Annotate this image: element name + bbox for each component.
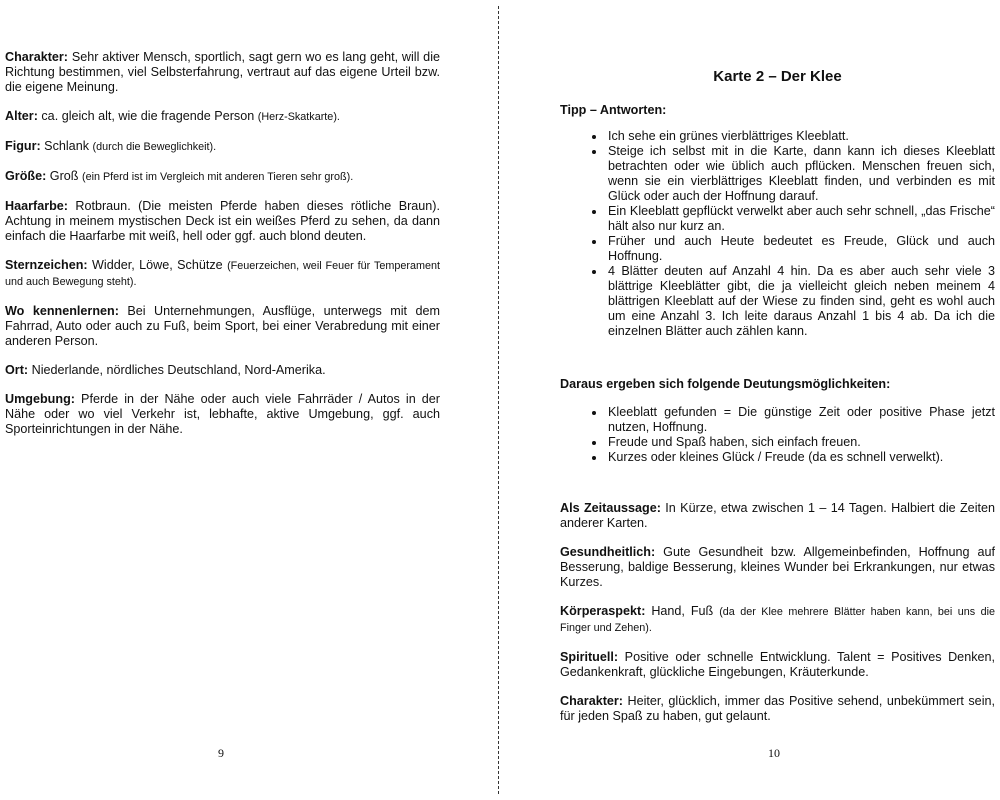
label-alter: Alter: xyxy=(5,109,38,123)
label-gesundheitlich: Gesundheitlich: xyxy=(560,545,656,559)
paragraph-figur xyxy=(5,139,440,155)
note-figur: (durch die Beweglichkeit). xyxy=(92,141,217,153)
text-zeitaussage: In Kürze, etwa zwischen 1 – 14 Tagen. Halbiert die Zeiten anderer Karten. xyxy=(560,501,995,530)
text-groesse: Groß xyxy=(46,169,82,183)
label-charakter-right: Charakter: xyxy=(560,694,623,708)
paragraph-groesse xyxy=(5,169,440,185)
label-wo-kennenlernen: Wo kennenlernen: xyxy=(5,304,119,318)
note-haarfarbe: (Die meisten Pferde haben dieses rötliche Braun). Achtung in meinem mystischen Deck ist ein weißes Pferd zu sehen, da dann einfach die Haarfarbe mit weiß, hell oder ggf. auch blond deuten. xyxy=(5,199,440,243)
list-item: • Freude und Spaß haben, sich einfach freuen. xyxy=(606,435,995,450)
label-ort: Ort: xyxy=(5,363,29,377)
label-sternzeichen: Sternzeichen: xyxy=(5,258,88,272)
label-figur: Figur: xyxy=(5,139,41,153)
page-number-right: 10 xyxy=(768,746,780,760)
page-number-left: 9 xyxy=(218,746,224,760)
right-page xyxy=(502,0,1000,800)
label-haarfarbe: Haarfarbe: xyxy=(5,199,68,213)
list-item: • Ich sehe ein grünes vierblättriges Kleeblatt. xyxy=(606,129,995,144)
deutung-heading: Daraus ergeben sich folgende Deutungsmöglichkeiten: xyxy=(560,377,891,391)
paragraph-sternzeichen xyxy=(5,258,440,290)
page-divider xyxy=(498,6,499,794)
list-item: • 4 Blätter deuten auf Anzahl 4 hin. Da es aber auch sehr viele 3 blättrige Kleeblätter gibt, die ja vielleicht gleich neben meinem 4 blättrigen Kleeblatt auf der Wiese zu finden sind, geht es wohl auch um eine Anzahl 3. Ich leite daraus Anzahl 1 bis 4 ab. Da ich die einzelnen Blätter auch zählen kann. xyxy=(606,264,995,339)
text-spirituell: Positive oder schnelle Entwicklung. Talent = Positives Denken, Gedankenkraft, glückliche Eingebungen, Kräuterkunde. xyxy=(560,650,995,679)
left-page xyxy=(0,0,498,800)
text-ort: Niederlande, nördliches Deutschland, Nord-Amerika. xyxy=(28,363,326,377)
card-title: Karte 2 – Der Klee xyxy=(713,68,842,85)
paragraph-charakter xyxy=(5,50,440,95)
paragraph-spirituell xyxy=(560,650,995,680)
text-koerperaspekt: Hand, Fuß xyxy=(645,604,720,618)
paragraph-gesundheitlich xyxy=(560,545,995,590)
tipp-heading: Tipp – Antworten: xyxy=(560,103,667,117)
note-sternzeichen: (Feuerzeichen, weil Feuer für Temperament und auch Bewegung steht). xyxy=(5,260,440,288)
text-haarfarbe: Rotbraun. xyxy=(68,199,139,213)
text-charakter-right: Heiter, glücklich, immer das Positive sehend, unbekümmert sein, für jeden Spaß zu haben, gut gelaunt. xyxy=(560,694,995,723)
text-figur: Schlank xyxy=(40,139,93,153)
paragraph-alter xyxy=(5,109,440,125)
paragraph-haarfarbe xyxy=(5,199,440,244)
list-item: • Steige ich selbst mit in die Karte, dann kann ich dieses Kleeblatt betrachten oder wie üblich auch pflücken. Menschen freuen sich, wenn sie ein vierblättriges Kleeblatt finden, und verbinden es mit Glück oder auch der Hoffnung darauf. xyxy=(606,144,995,204)
paragraph-umgebung xyxy=(5,392,440,437)
note-groesse: (ein Pferd ist im Vergleich mit anderen Tieren sehr groß). xyxy=(81,171,354,183)
label-spirituell: Spirituell: xyxy=(560,650,619,664)
label-zeitaussage: Als Zeitaussage: xyxy=(560,501,661,515)
paragraph-charakter-right xyxy=(560,694,995,724)
deutung-list xyxy=(560,405,995,465)
label-groesse: Größe: xyxy=(5,169,47,183)
text-alter: ca. gleich alt, wie die fragende Person xyxy=(37,109,258,123)
label-charakter: Charakter: xyxy=(5,50,68,64)
list-item: • Kurzes oder kleines Glück / Freude (da es schnell verwelkt). xyxy=(606,450,995,465)
tipp-list xyxy=(560,129,995,339)
paragraph-zeitaussage xyxy=(560,501,995,531)
paragraph-ort xyxy=(5,363,440,378)
list-item: • Früher und auch Heute bedeutet es Freude, Glück und auch Hoffnung. xyxy=(606,234,995,264)
paragraph-koerperaspekt xyxy=(560,604,995,636)
note-alter: (Herz-Skatkarte). xyxy=(257,111,340,123)
note-koerperaspekt: (da der Klee mehrere Blätter haben kann, bei uns die Finger und Zehen). xyxy=(560,606,996,634)
label-umgebung: Umgebung: xyxy=(5,392,75,406)
label-koerperaspekt: Körperaspekt: xyxy=(560,604,646,618)
text-sternzeichen: Widder, Löwe, Schütze xyxy=(87,258,228,272)
list-item: • Ein Kleeblatt gepflückt verwelkt aber auch sehr schnell, „das Frische“ hält also nur kurz an. xyxy=(606,204,995,234)
text-gesundheitlich: Gute Gesundheit bzw. Allgemeinbefinden, Hoffnung auf Besserung, baldige Besserung, kleines Wunder bei Erkrankungen, nur etwas Kurzes. xyxy=(560,545,995,589)
list-item: • Kleeblatt gefunden = Die günstige Zeit oder positive Phase jetzt nutzen, Hoffnung. xyxy=(606,405,995,435)
text-wo-kennenlernen: Bei Unternehmungen, Ausflüge, unterwegs mit dem Fahrrad, Auto oder auch zu Fuß, beim Sport, bei einer Verabredung mit einer anderen Person. xyxy=(5,304,440,348)
text-charakter: Sehr aktiver Mensch, sportlich, sagt gern wo es lang geht, will die Richtung bestimmen, viel Selbsterfahrung, vertraut auf das eigene Urteil bzw. die eigene Meinung. xyxy=(5,50,440,94)
text-umgebung: Pferde in der Nähe oder auch viele Fahrräder / Autos in der Nähe oder wo viel Verkehr ist, lebhafte, aktive Umgebung, ggf. auch Sporteinrichtungen in der Nähe. xyxy=(5,392,440,436)
paragraph-wo-kennenlernen xyxy=(5,304,440,349)
